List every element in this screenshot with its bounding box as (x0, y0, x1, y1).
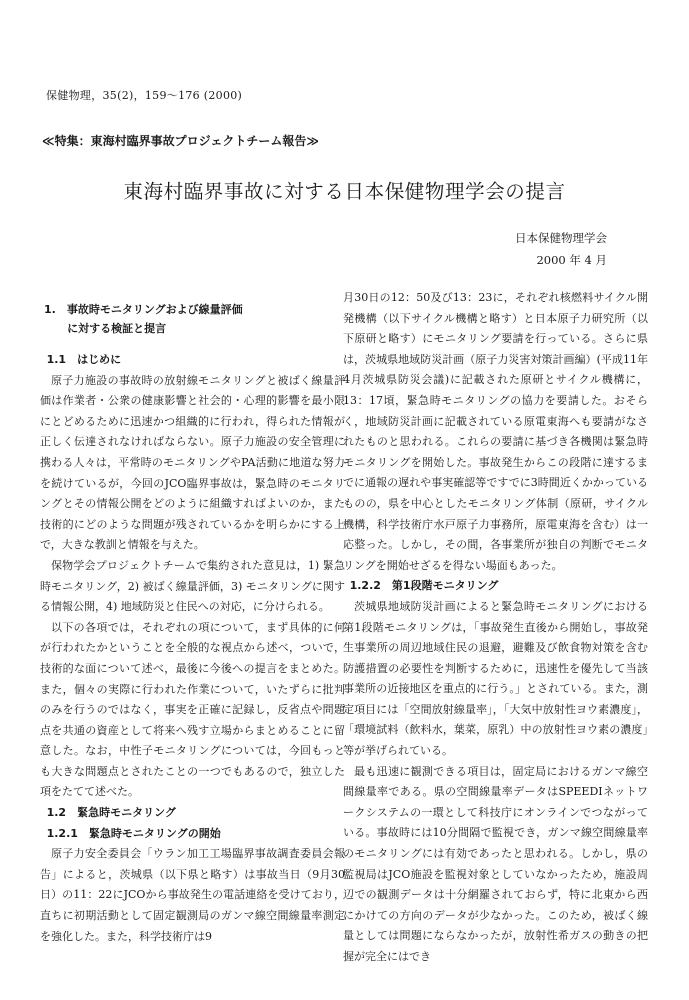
section-1-title-line2: に対する検証と提言 (67, 322, 167, 335)
section-1-number: 1. (44, 303, 56, 316)
heading-1-2-1: 1.2.1 緊急時モニタリングの開始 (46, 826, 221, 840)
heading-1-2: 1.2 緊急時モニタリング (46, 806, 176, 820)
paragraph-7: 最も迅速に観測できる項目は，固定局におけるガンマ線空間線量率である。県の空間線量率データはSPEEDIネットワークシステムの一環として科技庁にオンラインでつながっている。事故時には10分間隔で監視でき，ガンマ線空間線量率のモニタリングには有効であったと思われる。しかし，県の監視局はJCO施設を監視対象としていなかったため，施設周辺での観測データは十分網羅されておらず，特に北東から西にかけての方向のデータが少なかった。このため，被ばく線量としては問題にならなかったが，放射性希ガスの動きの把握が完全にはでき (343, 764, 648, 963)
paragraph-3: 以下の各項では，それぞれの項について，まず具体的に何が行われたかということを全般的な視点から述べ，ついで，技術的な面について述べ，最後に今後への提言をまとめた。また，個々の実際に行われた作業について，いたずらに批判のみを行うのではなく，事実を正確に記録し，反省点や問題点を共通の資産として将来へ残す立場からまとめることに留意した。なお，中性子モニタリングについては，今回もっとも大きな問題点とされたことの一つでもあるので，独立した項をたてて述べた。 (40, 620, 345, 799)
author-name: 日本保健物理学会 (515, 231, 607, 245)
section-1-heading (40, 300, 345, 338)
left-column (40, 300, 345, 947)
section-1-heading-line1 (44, 300, 345, 319)
heading-1-2-2: 1.2.2 第1段階モニタリング (349, 579, 499, 593)
publication-date: 2000 年 4 月 (536, 253, 607, 267)
paragraph-4: 原子力安全委員会「ウラン加工工場臨界事故調査委員会報告」によると，茨城県（以下県と略す）は事故当日（9月30日）の11：22にJCOから事故発生の電話連絡を受けており，直ちに初期活動として固定観測局のガンマ線空間線量率測定を強化した。また，科学技術庁は9 (40, 847, 345, 943)
feature-label: ≪特集：東海村臨界事故プロジェクトチーム報告≫ (42, 134, 319, 148)
paragraph-1: 原子力施設の事故時の放射線モニタリングと被ばく線量評価は作業者・公衆の健康影響と社会的・心理的影響を最小限にとどめるために迅速かつ組織的に行われ，得られた情報が正しく伝達されなければならない。原子力施設の安全管理に携わる人々は，平常時のモニタリングやPA活動に地道な努力を続けているが，今回のJCO臨界事故は，緊急時のモニタリングとその情報公開をどのように組織すればよいのか，また技術的にどのような問題が残されているかを明らかにする上で，大きな教訓と情報を与えた。 (40, 373, 345, 552)
paragraph-5: 月30日の12：50及び13：23に，それぞれ核燃料サイクル開発機構（以下サイクル機構と略す）と日本原子力研究所（以下原研と略す）にモニタリング要請を行っている。さらに県は，茨城県地域防災計画（原子力災害対策計画編）(平成11年4月茨城県防災会議)に記載された原研とサイクル機構に，13：17頃，緊急時モニタリングの協力を要請した。おそらく，地域防災計画に記載されている原電東海へも要請がなされたものと思われる。これらの要請に基づき各機関は緊急時モニタリングを開始した。事故発生からこの段階に達するまでに通報の遅れや事実確認等ですでに3時間近くかかっているものの，県を中心としたモニタリング体制（原研，サイクル機構，科学技術庁水戸原子力事務所，原電東海を含む）は一応整った。しかし，その間，各事業所が独自の判断でモニタリングを開始せざるを得ない場面もあった。 (343, 291, 648, 572)
citation-line: 保健物理，35(2)，159〜176 (2000) (46, 89, 243, 102)
paper-title: 東海村臨界事故に対する日本保健物理学会の提言 (123, 180, 566, 203)
section-1-title-line1: 事故時モニタリングおよび線量評価 (66, 303, 243, 316)
paragraph-6: 茨城県地域防災計画によると緊急時モニタリングにおける第1段階モニタリングは，「事故発生直後から開始し，事故発生事業所の周辺地域住民の退避，避難及び飲食物対策を含む防護措置の必要性を判断するために，迅速性を優先して当該事業所の近接地区を重点的に行う。」とされている。また，測定項目には「空間放射線量率」，「大気中放射性ヨウ素濃度」，「環境試料（飲料水，葉菜，原乳）中の放射性ヨウ素の濃度」等が挙げられている。 (343, 599, 648, 758)
right-column (343, 288, 648, 968)
paragraph-2: 保物学会プロジェクトチームで集約された意見は，1) 緊急時モニタリング，2) 被ばく線量評価，3) モニタリングに関する情報公開，4) 地域防災と住民への対応，に分けられる。 (40, 558, 345, 614)
heading-1-1: 1.1 はじめに (46, 353, 122, 366)
